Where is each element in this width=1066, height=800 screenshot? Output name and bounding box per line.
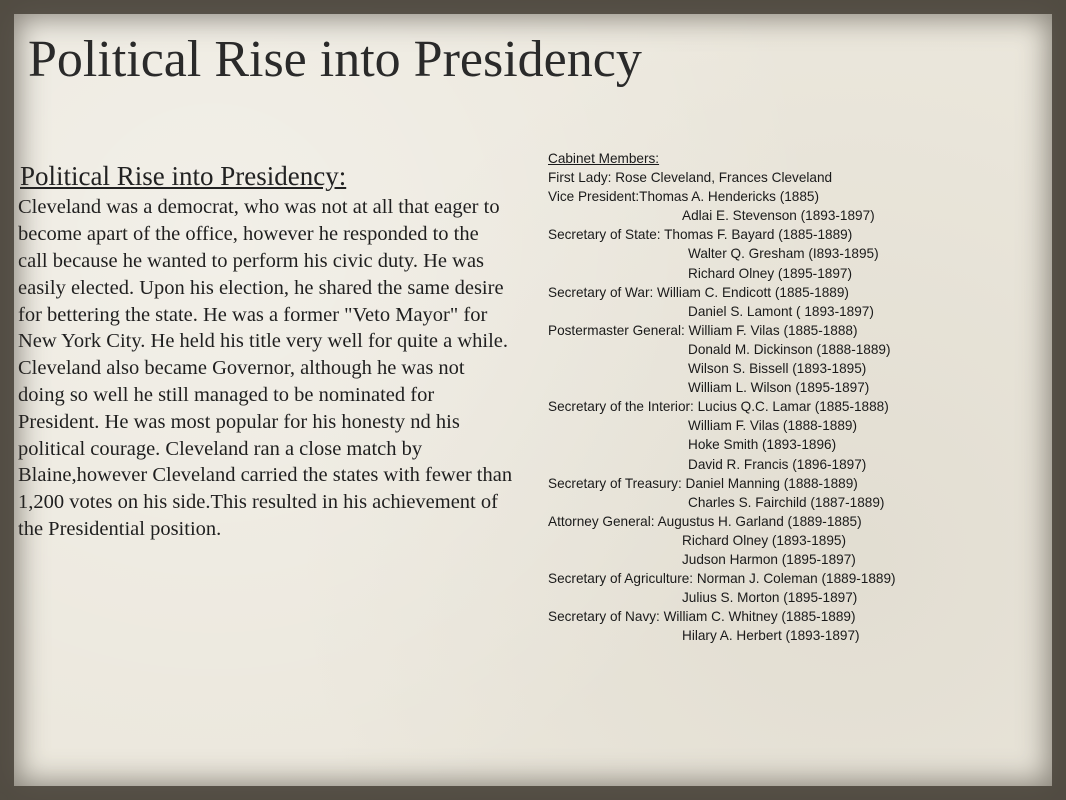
cabinet-line: William F. Vilas (1888-1889) bbox=[688, 418, 857, 434]
cabinet-line: Judson Harmon (1895-1897) bbox=[682, 551, 856, 567]
bullet-heading bbox=[18, 160, 513, 192]
cabinet-line: Charles S. Fairchild (1887-1889) bbox=[688, 494, 885, 510]
cabinet-line: Walter Q. Gresham (I893-1895) bbox=[688, 246, 879, 262]
cabinet-line: Richard Olney (1895-1897) bbox=[688, 265, 852, 281]
slide-title: Political Rise into Presidency bbox=[28, 31, 642, 88]
cabinet-line: Secretary of Navy: William C. Whitney (1885-1889) bbox=[548, 609, 856, 625]
cabinet-line: Secretary of Treasury: Daniel Manning (1888-1889) bbox=[548, 475, 858, 491]
left-text-column bbox=[18, 160, 513, 543]
cabinet-line: Donald M. Dickinson (1888-1889) bbox=[688, 341, 891, 357]
body-paragraph: Cleveland was a democrat, who was not at all that eager to become apart of the office, however he responded to the call because he wanted to perform his civic duty. He was easily elected. Upon his election, he shared the same desire for bettering the state. He was a former "Veto Mayor" for New York City. He held his title very well for quite a while. Cleveland also became Governor, although he was not doing so well he still managed to be nominated for President. He was most popular for his honesty nd his political courage. Cleveland ran a close match by Blaine,however Cleveland carried the states with fewer than 1,200 votes on his side.This resulted in his achievement of the Presidential position. bbox=[18, 196, 513, 540]
cabinet-line: Hoke Smith (1893-1896) bbox=[688, 437, 837, 453]
section-heading: Political Rise into Presidency: bbox=[20, 161, 347, 191]
cabinet-line: Richard Olney (1893-1895) bbox=[682, 532, 846, 548]
cabinet-line: Secretary of War: William C. Endicott (1885-1889) bbox=[548, 284, 849, 300]
cabinet-line: Postermaster General: William F. Vilas (1885-1888) bbox=[548, 322, 858, 338]
cabinet-line: Daniel S. Lamont ( 1893-1897) bbox=[688, 303, 874, 319]
cabinet-line: Vice President:Thomas A. Hendericks (1885) bbox=[548, 189, 819, 205]
cabinet-line: William L. Wilson (1895-1897) bbox=[688, 380, 870, 396]
cabinet-line: Secretary of State: Thomas F. Bayard (1885-1889) bbox=[548, 227, 853, 243]
cabinet-line: Wilson S. Bissell (1893-1895) bbox=[688, 361, 867, 377]
cabinet-members-list bbox=[548, 149, 1048, 645]
cabinet-line: Hilary A. Herbert (1893-1897) bbox=[682, 628, 860, 644]
cabinet-line: Julius S. Morton (1895-1897) bbox=[682, 590, 858, 606]
cabinet-line: Secretary of Agriculture: Norman J. Coleman (1889-1889) bbox=[548, 571, 896, 587]
cabinet-line: Secretary of the Interior: Lucius Q.C. Lamar (1885-1888) bbox=[548, 399, 889, 415]
cabinet-line: Adlai E. Stevenson (1893-1897) bbox=[682, 208, 875, 224]
cabinet-line: Attorney General: Augustus H. Garland (1889-1885) bbox=[548, 513, 862, 529]
cabinet-heading: Cabinet Members: bbox=[548, 151, 660, 166]
cabinet-line: David R. Francis (1896-1897) bbox=[688, 456, 867, 472]
cabinet-line: First Lady: Rose Cleveland, Frances Cleveland bbox=[548, 170, 833, 186]
